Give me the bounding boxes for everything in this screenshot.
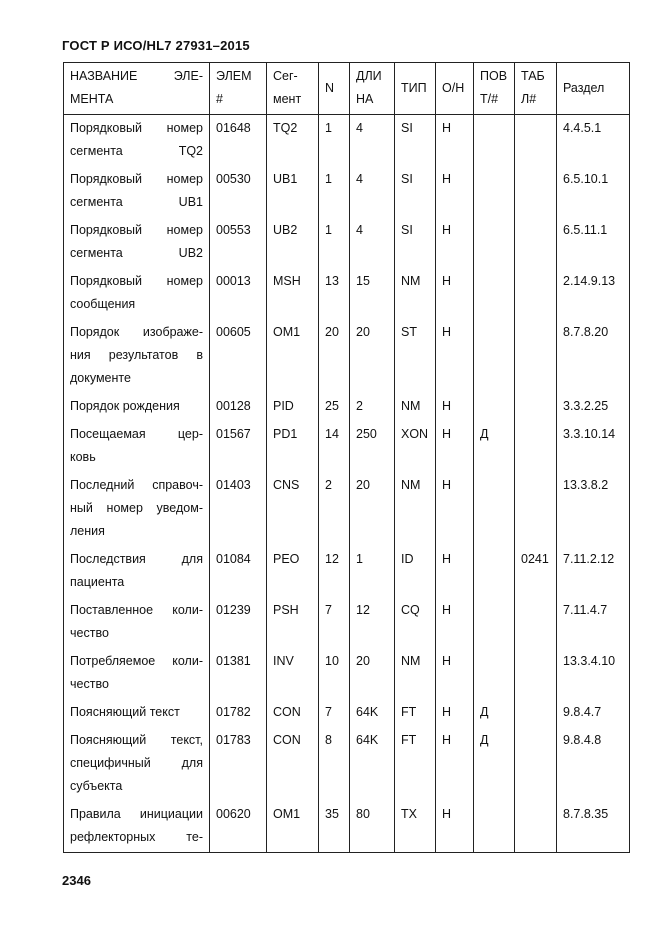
cell-n: 2 (319, 472, 350, 546)
cell-n: 35 (319, 801, 350, 853)
cell-elem: 01381 (210, 648, 267, 699)
data-element-table (63, 62, 630, 853)
column-header-table: ТАБ Л# (515, 63, 557, 115)
cell-name: Порядковый номер сегмента UB1 (64, 166, 210, 217)
cell-table (515, 597, 557, 648)
cell-rep (474, 393, 515, 421)
cell-n: 10 (319, 648, 350, 699)
cell-section: 9.8.4.7 (557, 699, 630, 727)
cell-rep (474, 648, 515, 699)
cell-length: 2 (350, 393, 395, 421)
cell-segment: CON (267, 727, 319, 801)
cell-name: Порядковый номер сегмента TQ2 (64, 115, 210, 167)
cell-length: 4 (350, 217, 395, 268)
cell-name: Правила инициации рефлекторных те- (64, 801, 210, 853)
cell-segment: PEO (267, 546, 319, 597)
cell-n: 1 (319, 166, 350, 217)
cell-length: 15 (350, 268, 395, 319)
cell-name: Последний справоч- ный номер уведом- ления (64, 472, 210, 546)
cell-name: Поставленное коли- чество (64, 597, 210, 648)
cell-on: Н (436, 727, 474, 801)
cell-rep (474, 546, 515, 597)
cell-rep (474, 319, 515, 393)
column-header-section: Раздел (557, 63, 630, 115)
cell-type: SI (395, 217, 436, 268)
cell-section: 6.5.10.1 (557, 166, 630, 217)
cell-name: Последствия для пациента (64, 546, 210, 597)
cell-on: Н (436, 472, 474, 546)
cell-table (515, 801, 557, 853)
column-header-n: N (319, 63, 350, 115)
cell-elem: 00605 (210, 319, 267, 393)
table-row (64, 268, 630, 319)
column-header-rep: ПОВ Т/# (474, 63, 515, 115)
cell-length: 64K (350, 727, 395, 801)
column-header-elem: ЭЛЕМ # (210, 63, 267, 115)
table-row (64, 648, 630, 699)
cell-n: 1 (319, 217, 350, 268)
cell-rep (474, 801, 515, 853)
cell-segment: PID (267, 393, 319, 421)
table-row (64, 727, 630, 801)
cell-n: 1 (319, 115, 350, 167)
cell-table (515, 166, 557, 217)
column-header-on: О/Н (436, 63, 474, 115)
cell-elem: 01084 (210, 546, 267, 597)
cell-elem: 01567 (210, 421, 267, 472)
cell-length: 20 (350, 472, 395, 546)
cell-on: Н (436, 597, 474, 648)
cell-n: 12 (319, 546, 350, 597)
cell-segment: PSH (267, 597, 319, 648)
cell-name: Посещаемая цер- ковь (64, 421, 210, 472)
cell-table (515, 421, 557, 472)
cell-elem: 00553 (210, 217, 267, 268)
cell-table (515, 699, 557, 727)
cell-segment: OM1 (267, 801, 319, 853)
cell-table (515, 319, 557, 393)
table-row (64, 115, 630, 167)
cell-type: TX (395, 801, 436, 853)
cell-length: 12 (350, 597, 395, 648)
cell-table (515, 393, 557, 421)
cell-n: 25 (319, 393, 350, 421)
cell-elem: 00620 (210, 801, 267, 853)
column-header-type: ТИП (395, 63, 436, 115)
cell-section: 13.3.4.10 (557, 648, 630, 699)
column-header-segment: Сег- мент (267, 63, 319, 115)
cell-rep (474, 268, 515, 319)
cell-segment: OM1 (267, 319, 319, 393)
cell-type: NM (395, 268, 436, 319)
cell-on: Н (436, 319, 474, 393)
column-header-name: НАЗВАНИЕ ЭЛЕ- МЕНТА (64, 63, 210, 115)
cell-type: FT (395, 727, 436, 801)
cell-type: NM (395, 472, 436, 546)
cell-section: 13.3.8.2 (557, 472, 630, 546)
cell-elem: 01403 (210, 472, 267, 546)
cell-elem: 01648 (210, 115, 267, 167)
cell-rep (474, 115, 515, 167)
cell-section: 4.4.5.1 (557, 115, 630, 167)
cell-name: Порядковый номер сообщения (64, 268, 210, 319)
cell-section: 3.3.10.14 (557, 421, 630, 472)
cell-length: 80 (350, 801, 395, 853)
table-row (64, 699, 630, 727)
cell-on: Н (436, 546, 474, 597)
cell-length: 4 (350, 166, 395, 217)
cell-section: 2.14.9.13 (557, 268, 630, 319)
cell-elem: 00530 (210, 166, 267, 217)
cell-table (515, 472, 557, 546)
cell-name: Потребляемое коли- чество (64, 648, 210, 699)
cell-section: 9.8.4.8 (557, 727, 630, 801)
cell-name: Поясняющий текст (64, 699, 210, 727)
cell-name: Порядок рождения (64, 393, 210, 421)
cell-table (515, 217, 557, 268)
cell-on: Н (436, 166, 474, 217)
table-header-row (64, 63, 630, 115)
cell-section: 7.11.4.7 (557, 597, 630, 648)
column-header-length: ДЛИ НА (350, 63, 395, 115)
cell-type: ST (395, 319, 436, 393)
cell-type: SI (395, 115, 436, 167)
cell-elem: 01239 (210, 597, 267, 648)
cell-segment: UB2 (267, 217, 319, 268)
cell-segment: MSH (267, 268, 319, 319)
document-header-title: ГОСТ Р ИСО/HL7 27931–2015 (62, 38, 250, 53)
cell-section: 8.7.8.20 (557, 319, 630, 393)
cell-rep (474, 597, 515, 648)
cell-on: Н (436, 268, 474, 319)
cell-length: 20 (350, 319, 395, 393)
cell-elem: 01782 (210, 699, 267, 727)
cell-rep: Д (474, 699, 515, 727)
cell-length: 1 (350, 546, 395, 597)
cell-table (515, 648, 557, 699)
cell-section: 8.7.8.35 (557, 801, 630, 853)
cell-elem: 00128 (210, 393, 267, 421)
cell-on: Н (436, 699, 474, 727)
cell-n: 13 (319, 268, 350, 319)
table-row (64, 546, 630, 597)
cell-type: FT (395, 699, 436, 727)
cell-length: 250 (350, 421, 395, 472)
table-row (64, 801, 630, 853)
cell-elem: 01783 (210, 727, 267, 801)
cell-segment: TQ2 (267, 115, 319, 167)
cell-segment: INV (267, 648, 319, 699)
cell-rep (474, 166, 515, 217)
cell-on: Н (436, 393, 474, 421)
cell-length: 64K (350, 699, 395, 727)
cell-on: Н (436, 421, 474, 472)
cell-length: 4 (350, 115, 395, 167)
cell-on: Н (436, 648, 474, 699)
cell-elem: 00013 (210, 268, 267, 319)
table-row (64, 597, 630, 648)
cell-on: Н (436, 217, 474, 268)
cell-rep (474, 472, 515, 546)
cell-type: ID (395, 546, 436, 597)
cell-table (515, 268, 557, 319)
cell-section: 6.5.11.1 (557, 217, 630, 268)
table-row (64, 217, 630, 268)
cell-n: 7 (319, 597, 350, 648)
page-number: 2346 (62, 873, 91, 888)
cell-rep: Д (474, 727, 515, 801)
cell-rep (474, 217, 515, 268)
cell-n: 8 (319, 727, 350, 801)
cell-segment: CON (267, 699, 319, 727)
cell-section: 3.3.2.25 (557, 393, 630, 421)
cell-on: Н (436, 115, 474, 167)
cell-length: 20 (350, 648, 395, 699)
cell-n: 20 (319, 319, 350, 393)
table-row (64, 421, 630, 472)
cell-segment: PD1 (267, 421, 319, 472)
cell-name: Порядок изображе- ния результатов в документе (64, 319, 210, 393)
cell-on: Н (436, 801, 474, 853)
cell-table: 0241 (515, 546, 557, 597)
table-row (64, 472, 630, 546)
cell-type: CQ (395, 597, 436, 648)
cell-segment: UB1 (267, 166, 319, 217)
cell-type: XON (395, 421, 436, 472)
table-row (64, 319, 630, 393)
cell-rep: Д (474, 421, 515, 472)
cell-type: NM (395, 393, 436, 421)
cell-type: SI (395, 166, 436, 217)
cell-table (515, 727, 557, 801)
table-row (64, 393, 630, 421)
cell-segment: CNS (267, 472, 319, 546)
cell-table (515, 115, 557, 167)
table-row (64, 166, 630, 217)
cell-name: Порядковый номер сегмента UB2 (64, 217, 210, 268)
cell-name: Поясняющий текст, специфичный для субъекта (64, 727, 210, 801)
cell-n: 7 (319, 699, 350, 727)
cell-section: 7.11.2.12 (557, 546, 630, 597)
cell-type: NM (395, 648, 436, 699)
cell-n: 14 (319, 421, 350, 472)
